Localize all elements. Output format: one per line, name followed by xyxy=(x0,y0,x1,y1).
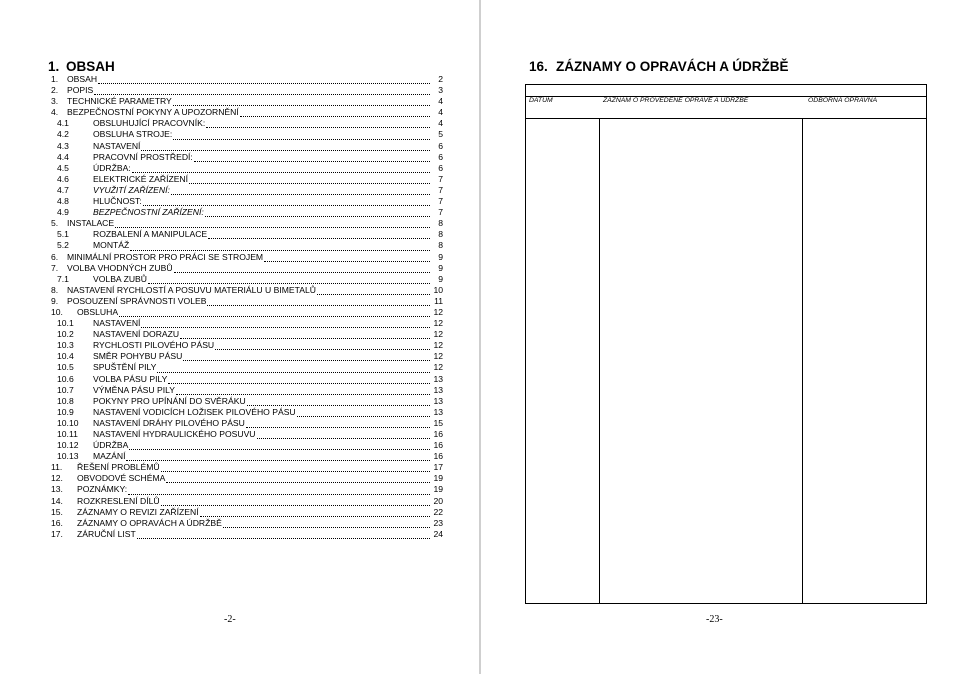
toc-entry-page: 9 xyxy=(438,262,443,273)
toc-dot-leader xyxy=(240,107,430,117)
toc-entry-number: 7. xyxy=(51,262,59,273)
toc-dot-leader xyxy=(208,229,430,239)
toc-entry-number: 4.4 xyxy=(57,151,69,162)
toc-entry-page: 8 xyxy=(438,240,443,251)
toc-entry-title: ZÁZNAMY O OPRAVÁCH A ÚDRŽBĚ xyxy=(77,517,222,528)
toc-entry-title: OBSLUHA xyxy=(77,306,119,317)
toc-entry-title: VOLBA ZUBŮ xyxy=(93,273,147,284)
toc-entry-page: 12 xyxy=(433,362,443,373)
toc-dot-leader xyxy=(98,74,430,84)
toc-entry-number: 10.13 xyxy=(57,451,79,462)
toc-entry-title: VYUŽITÍ ZAŘÍZENÍ: xyxy=(93,184,170,195)
toc-entry[interactable] xyxy=(51,163,443,174)
toc-dot-leader xyxy=(173,96,430,106)
toc-entry-title: RYCHLOSTI PILOVÉHO PÁSU xyxy=(93,340,215,351)
toc-entry-title: OBSLUHUJÍCÍ PRACOVNÍK: xyxy=(93,118,206,129)
toc-entry-page: 6 xyxy=(438,162,443,173)
toc-entry-page: 8 xyxy=(438,218,443,229)
toc-entry[interactable] xyxy=(51,396,443,407)
toc-entry[interactable] xyxy=(51,529,443,540)
toc-entry-number: 10. xyxy=(51,306,63,317)
toc-entry[interactable] xyxy=(51,362,443,373)
toc-entry-title: NASTAVENÍ VODICÍCH LOŽISEK PILOVÉHO PÁSU xyxy=(93,406,296,417)
toc-dot-leader xyxy=(119,307,430,317)
toc-dot-leader xyxy=(247,396,430,406)
toc-entry-page: 7 xyxy=(438,196,443,207)
toc-entry[interactable] xyxy=(51,96,443,107)
toc-dot-leader xyxy=(194,152,430,162)
toc-entry-title: POKYNY PRO UPÍNÁNÍ DO SVĚRÁKU xyxy=(93,395,246,406)
toc-entry-page: 23 xyxy=(433,517,443,528)
toc-entry[interactable] xyxy=(51,274,443,285)
toc-dot-leader xyxy=(168,374,430,384)
toc-entry-number: 16. xyxy=(51,517,63,528)
toc-entry[interactable] xyxy=(51,307,443,318)
toc-entry-page: 16 xyxy=(433,429,443,439)
toc-entry-number: 13. xyxy=(51,484,63,495)
toc-entry-number: 3. xyxy=(51,96,59,107)
toc-entry-title: NASTAVENÍ HYDRAULICKÉHO POSUVU xyxy=(93,429,256,439)
toc-entry-title: NASTAVENÍ DORAZU xyxy=(93,329,180,340)
toc-entry[interactable] xyxy=(51,229,443,240)
toc-entry[interactable] xyxy=(51,218,443,229)
column-header-date: DATUM xyxy=(529,97,553,104)
toc-entry-title: ROZKRESLENÍ DÍLŮ xyxy=(77,495,160,506)
toc-entry[interactable] xyxy=(51,462,443,473)
toc-entry[interactable] xyxy=(51,174,443,185)
toc-entry-title: INSTALACE xyxy=(67,218,115,229)
toc-dot-leader xyxy=(297,407,430,417)
toc-entry-page: 4 xyxy=(438,118,443,129)
toc-dot-leader xyxy=(157,363,430,373)
toc-dot-leader xyxy=(189,174,430,184)
toc-entry-title: VOLBA VHODNÝCH ZUBŮ xyxy=(67,262,173,273)
toc-entry-page: 19 xyxy=(433,473,443,484)
toc-entry[interactable] xyxy=(51,240,443,251)
toc-entry-title: MAZÁNÍ xyxy=(93,451,126,462)
toc-heading xyxy=(48,59,115,74)
toc-entry[interactable] xyxy=(51,107,443,118)
toc-dot-leader xyxy=(207,296,430,306)
toc-entry[interactable] xyxy=(51,429,443,440)
toc-dot-leader xyxy=(174,263,430,273)
toc-dot-leader xyxy=(129,440,430,450)
toc-entry[interactable] xyxy=(51,263,443,274)
toc-entry-number: 10.5 xyxy=(57,362,74,373)
toc-entry-title: PRACOVNÍ PROSTŘEDÍ: xyxy=(93,151,193,162)
toc-entry-title: OBSLUHA STROJE: xyxy=(93,129,173,140)
toc-entry-page: 5 xyxy=(438,129,443,140)
toc-entry[interactable] xyxy=(51,451,443,462)
toc-entry-title: HLUČNOST: xyxy=(93,196,142,207)
toc-entry-page: 20 xyxy=(433,495,443,506)
column-header-workshop: ODBORNÁ OPRAVNA xyxy=(808,97,878,104)
toc-entry-number: 10.7 xyxy=(57,384,74,395)
toc-entry-title: SPUŠTĚNÍ PILY xyxy=(93,362,157,373)
toc-dot-leader xyxy=(137,529,430,539)
toc-dot-leader xyxy=(94,85,430,95)
toc-dot-leader xyxy=(130,241,430,251)
toc-entry-title: SMĚR POHYBU PÁSU xyxy=(93,351,183,362)
toc-entry-page: 19 xyxy=(433,484,443,495)
toc-entry-title: BEZPEČNOSTNÍ POKYNY A UPOZORNĚNÍ xyxy=(67,107,239,118)
toc-entry-page: 12 xyxy=(433,329,443,340)
toc-entry-title: MONTÁŽ xyxy=(93,240,130,251)
toc-entry-number: 4.9 xyxy=(57,207,69,218)
toc-entry-title: ZÁZNAMY O REVIZI ZAŘÍZENÍ xyxy=(77,506,199,517)
column-divider xyxy=(802,119,803,603)
toc-entry-number: 4.3 xyxy=(57,140,69,151)
toc-dot-leader xyxy=(246,418,430,428)
toc-dot-leader xyxy=(141,141,430,151)
column-header-record: ZÁZNAM O PROVEDENÉ OPRAVĚ A ÚDRŽBĚ xyxy=(603,97,749,104)
toc-entry-number: 8. xyxy=(51,284,59,295)
toc-heading-number: 1. xyxy=(48,59,60,74)
toc-entry[interactable] xyxy=(51,129,443,140)
toc-entry[interactable] xyxy=(51,484,443,495)
toc-dot-leader xyxy=(166,473,430,483)
toc-entry-title: OBVODOVÉ SCHÉMA xyxy=(77,473,166,484)
toc-dot-leader xyxy=(183,351,430,361)
toc-entry-title: VOLBA PÁSU PILY xyxy=(93,373,168,384)
toc-entry-page: 17 xyxy=(433,462,443,473)
toc-entry-page: 12 xyxy=(433,318,443,329)
toc-entry-number: 4.2 xyxy=(57,129,69,140)
toc-entry-title: ŘEŠENÍ PROBLÉMŮ xyxy=(77,462,160,473)
toc-entry-number: 10.12 xyxy=(57,440,79,451)
toc-entry-number: 11. xyxy=(51,462,63,473)
toc-dot-leader xyxy=(132,163,430,173)
toc-entry-page: 10 xyxy=(433,284,443,295)
toc-entry[interactable] xyxy=(51,252,443,263)
toc-entry-title: POSOUZENÍ SPRÁVNOSTI VOLEB xyxy=(67,295,207,306)
toc-entry-page: 9 xyxy=(438,273,443,284)
toc-entry-number: 10.4 xyxy=(57,351,74,362)
toc-entry[interactable] xyxy=(51,351,443,362)
toc-entry-number: 10.2 xyxy=(57,329,74,340)
toc-entry[interactable] xyxy=(51,518,443,529)
toc-entry-title: POZNÁMKY: xyxy=(77,484,128,495)
toc-entry[interactable] xyxy=(51,285,443,296)
toc-entry-title: ZÁRUČNÍ LIST xyxy=(77,528,136,539)
toc-entry-page: 3 xyxy=(438,85,443,96)
toc-entry-number: 4.8 xyxy=(57,196,69,207)
toc-entry-number: 5. xyxy=(51,218,59,229)
toc-dot-leader xyxy=(171,185,430,195)
toc-entry-number: 4.6 xyxy=(57,173,69,184)
toc-entry[interactable] xyxy=(51,296,443,307)
toc-entry-number: 4. xyxy=(51,107,59,118)
toc-entry-page: 12 xyxy=(433,351,443,362)
toc-entry-page: 7 xyxy=(438,207,443,218)
toc-entry[interactable] xyxy=(51,185,443,196)
toc-entry-page: 12 xyxy=(433,306,443,317)
toc-entry[interactable] xyxy=(51,152,443,163)
toc-dot-leader xyxy=(180,329,430,339)
toc-entry-page: 8 xyxy=(438,229,443,240)
toc-entry-number: 14. xyxy=(51,495,63,506)
toc-dot-leader xyxy=(161,462,430,472)
toc-entry-title: NASTAVENÍ xyxy=(93,140,141,151)
toc-entry[interactable] xyxy=(51,385,443,396)
toc-entry[interactable] xyxy=(51,118,443,129)
toc-entry[interactable] xyxy=(51,196,443,207)
toc-dot-leader xyxy=(161,496,430,506)
toc-entry-title: OBSAH xyxy=(67,74,98,84)
toc-entry[interactable] xyxy=(51,473,443,484)
toc-entry-title: VÝMĚNA PÁSU PILY xyxy=(93,384,175,395)
toc-dot-leader xyxy=(317,285,430,295)
toc-dot-leader xyxy=(115,218,430,228)
toc-dot-leader xyxy=(200,507,430,517)
records-heading xyxy=(529,59,789,74)
toc-entry-title: NASTAVENÍ DRÁHY PILOVÉHO PÁSU xyxy=(93,417,245,428)
toc-entry-page: 16 xyxy=(433,440,443,451)
records-heading-text: ZÁZNAMY O OPRAVÁCH A ÚDRŽBĚ xyxy=(556,59,789,74)
toc-dot-leader xyxy=(176,385,430,395)
toc-entry-title: ELEKTRICKÉ ZAŘÍZENÍ xyxy=(93,173,189,184)
toc-entry-number: 17. xyxy=(51,528,63,539)
toc-entry[interactable] xyxy=(51,496,443,507)
toc-entry-page: 22 xyxy=(433,506,443,517)
toc-entry-page: 6 xyxy=(438,140,443,151)
toc-entry-number: 6. xyxy=(51,251,59,262)
toc-entry-title: TECHNICKÉ PARAMETRY xyxy=(67,96,172,107)
toc-entry-number: 10.9 xyxy=(57,406,74,417)
toc-entry-title: NASTAVENÍ RYCHLOSTÍ A POSUVU MATERIÁLU U BIMETALŮ xyxy=(67,284,316,295)
toc-entry-title: MINIMÁLNÍ PROSTOR PRO PRÁCI SE STROJEM xyxy=(67,251,264,262)
right-page xyxy=(481,0,960,674)
toc-entry-number: 10.10 xyxy=(57,417,79,428)
toc-entry-number: 4.7 xyxy=(57,184,69,195)
records-table-header xyxy=(526,85,926,119)
toc-entry[interactable] xyxy=(51,418,443,429)
toc-entry-page: 13 xyxy=(433,395,443,406)
toc-dot-leader xyxy=(126,451,430,461)
left-page-number: -2- xyxy=(224,614,236,625)
toc-entry-page: 11 xyxy=(434,295,443,306)
toc-entry-page: 4 xyxy=(438,96,443,107)
toc-entry[interactable] xyxy=(51,440,443,451)
toc-entry-number: 5.2 xyxy=(57,240,69,251)
toc-dot-leader xyxy=(205,207,430,217)
toc-heading-text: OBSAH xyxy=(66,59,115,74)
toc-entry-number: 10.8 xyxy=(57,395,74,406)
toc-dot-leader xyxy=(173,130,430,140)
toc-entry-number: 4.5 xyxy=(57,162,69,173)
toc-entry-page: 7 xyxy=(438,173,443,184)
toc-entry-number: 4.1 xyxy=(57,118,69,129)
toc-entry-number: 5.1 xyxy=(57,229,69,240)
toc-entry-number: 9. xyxy=(51,295,59,306)
toc-dot-leader xyxy=(257,429,430,439)
toc-entry[interactable] xyxy=(51,340,443,351)
toc-entry-number: 1. xyxy=(51,74,59,84)
toc-entry-page: 6 xyxy=(438,151,443,162)
toc-entry-page: 24 xyxy=(433,528,443,539)
toc-dot-leader xyxy=(143,196,430,206)
toc-entry-title: ÚDRŽBA: xyxy=(93,162,131,173)
toc-entry-number: 2. xyxy=(51,85,59,96)
toc-entry[interactable] xyxy=(51,374,443,385)
records-table xyxy=(525,84,927,604)
toc-entry[interactable] xyxy=(51,329,443,340)
toc-entry-page: 4 xyxy=(438,107,443,118)
toc-dot-leader xyxy=(141,318,430,328)
toc-entry[interactable] xyxy=(51,85,443,96)
toc-dot-leader xyxy=(206,118,430,128)
toc-entry-number: 10.11 xyxy=(57,429,78,439)
toc-dot-leader xyxy=(148,274,430,284)
toc-entry-title: NASTAVENÍ xyxy=(93,318,141,329)
right-page-number: -23- xyxy=(706,614,723,625)
records-heading-number: 16. xyxy=(529,59,548,74)
column-divider xyxy=(599,119,600,603)
toc-entry[interactable] xyxy=(51,74,443,85)
toc-dot-leader xyxy=(215,340,430,350)
toc-dot-leader xyxy=(264,252,430,262)
toc-entry-page: 12 xyxy=(433,340,443,351)
toc-entry-page: 13 xyxy=(433,406,443,417)
toc-entry-page: 2 xyxy=(438,74,443,84)
toc-entry-number: 10.6 xyxy=(57,373,74,384)
toc-dot-leader xyxy=(223,518,430,528)
toc-entry-number: 10.3 xyxy=(57,340,74,351)
toc-entry-number: 12. xyxy=(51,473,63,484)
table-of-contents xyxy=(51,74,443,540)
toc-entry-page: 13 xyxy=(433,373,443,384)
toc-entry[interactable] xyxy=(51,207,443,218)
toc-dot-leader xyxy=(128,485,430,495)
toc-entry[interactable] xyxy=(51,141,443,152)
toc-entry-title: BEZPEČNOSTNÍ ZAŘÍZENÍ: xyxy=(93,207,204,218)
toc-entry-page: 15 xyxy=(433,417,443,428)
toc-entry-number: 15. xyxy=(51,506,63,517)
toc-entry-number: 7.1 xyxy=(57,273,69,284)
toc-entry-title: ROZBALENÍ A MANIPULACE xyxy=(93,229,208,240)
toc-entry[interactable] xyxy=(51,318,443,329)
toc-entry-page: 13 xyxy=(433,384,443,395)
toc-entry-page: 9 xyxy=(438,251,443,262)
toc-entry[interactable] xyxy=(51,507,443,518)
toc-entry-title: ÚDRŽBA xyxy=(93,440,129,451)
toc-entry-page: 7 xyxy=(438,184,443,195)
toc-entry-page: 16 xyxy=(433,451,443,462)
toc-entry[interactable] xyxy=(51,407,443,418)
toc-entry-title: POPIS xyxy=(67,85,94,96)
toc-entry-number: 10.1 xyxy=(57,318,74,329)
